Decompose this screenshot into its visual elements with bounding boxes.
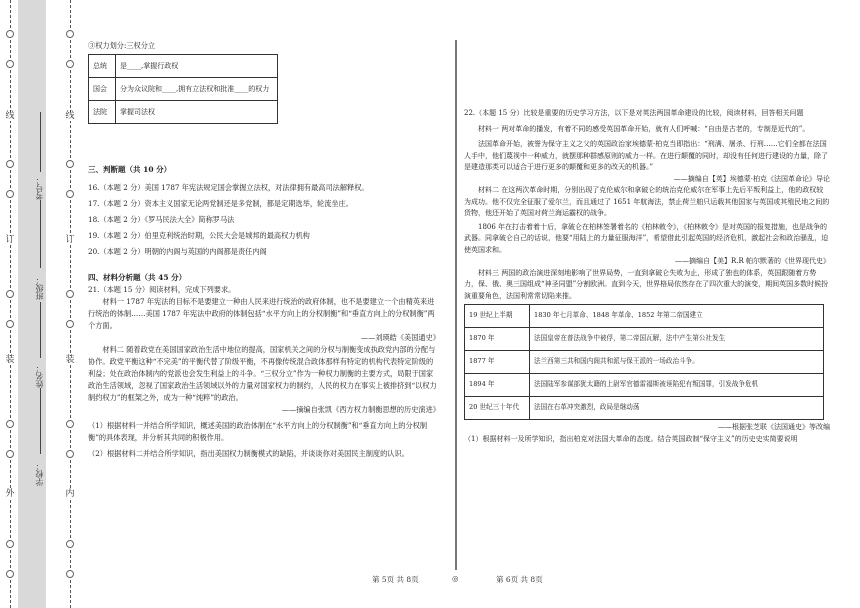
history-events-table — [464, 304, 824, 420]
binding-hole-circle — [6, 30, 14, 38]
school-label: 学校： — [35, 462, 44, 486]
binding-hole-circle — [66, 420, 74, 428]
binding-char-wai: 外 — [5, 489, 15, 499]
q22-requirement-1: （1）根据材料一及所学知识，指出柏克对法国大革命的态度。结合英国政制“保守主义”的历史史实简要说明 — [464, 434, 798, 443]
binding-hole-circle — [6, 420, 14, 428]
left-page — [88, 40, 440, 460]
table-row — [465, 397, 824, 420]
table-cell: 法国皇帝在普法战争中被俘，第二帝国瓦解，法中产生第公社发生 — [530, 328, 824, 351]
judgment-item: 16.（本题 2 分）美国 1787 年宪法规定国会掌握立法权，对法律拥有最高司法解释权。 — [88, 183, 369, 192]
binding-hole-circle — [6, 60, 14, 68]
q22-material-three: 材料三 两国的政治演进深刻地影响了世界局势，一直到拿破仑失败为止，形成了独也的体系，英国跟随着方势力，保、俄、奥三国组成“神圣同盟”分割欧洲。直到今天，世界格局依然存在了四次重大的演变，期间英国多数时候扮演重要角色，法国利常常切陷来推。 — [464, 268, 829, 300]
right-page — [464, 108, 830, 445]
binding-hole-circle — [6, 570, 14, 578]
q22-material-two-cont: 1806 年在打击着着十后，拿破仑在柏林签署着名的《柏林敕令》，《柏林敕令》是对英国的报复措施，也是战争的武器。同拿破仑自己的话说，他要“用陆上的力量征服海洋”，希望借此引起英国的经济危机，激起社会和政治骚乱，迫使英国求和。 — [464, 222, 829, 254]
binding-hole-circle — [66, 60, 74, 68]
q22-material-one-source: ——摘编自【英】埃德蒙·柏克《法国革命论》导论 — [673, 174, 830, 183]
q22-material-one: 材料一 两对革命的播发，有着不同的感受英国革命开始，就有人们呼喊：“自由是古老的，专制是近代的”。 — [478, 124, 810, 133]
table-cell: 1877 年 — [465, 351, 530, 374]
q21-requirement-2: （2）根据材料二并结合所学知识，指出美国权力制衡模式的缺陷，并谈谈你对美国民主制度的认识。 — [88, 449, 409, 458]
binding-margin — [0, 0, 84, 608]
table-row — [465, 374, 824, 397]
binding-hole-circle — [66, 30, 74, 38]
right-page-number: 第 6页 共 8页 — [496, 575, 543, 584]
center-mark: ◎ — [452, 574, 459, 583]
binding-hole-circle — [6, 320, 14, 328]
inner-dashed-line — [70, 0, 71, 608]
binding-hole-circle — [6, 160, 14, 168]
section3-title: 三、判断题（共 10 分） — [88, 165, 172, 174]
table-cell: 法院 — [89, 101, 116, 124]
judgment-item: 19.（本题 2 分）伯里克利统治时期，公民大会是城邦的最高权力机构 — [88, 231, 310, 240]
page-divider — [455, 40, 457, 570]
binding-hole-circle — [66, 450, 74, 458]
q21-requirement-1: （1）根据材料一并结合所学知识，概述美国的政治体制在“水平方向上的分权制衡”和“垂直方向上的分权制衡”的具体表现，并分析其共同的积极作用。 — [88, 421, 428, 442]
table-cell: 国会 — [89, 78, 116, 101]
table-cell: 法国陆军参谋部犹太籍的上尉军官德雷福斯被诬陷犯有叛国罪，引发战争危机 — [530, 374, 824, 397]
binding-hole-circle — [66, 570, 74, 578]
binding-hole-circle — [66, 190, 74, 198]
table-cell: 是____,掌握行政权 — [116, 55, 278, 78]
table-cell: 法国在右革冲突激烈，政局是继动荡 — [530, 397, 824, 420]
table-cell: 1830 年七月革命、1848 年革命、1852 年第二帝国建立 — [530, 305, 824, 328]
q21-material-two: 材料二 随着政党在美国国家政治生活中地位的提高，国家机关之间的分权与制衡变成执政党内部的分配与协作。政党平衡这种“不完美”的平衡代替了阶级平衡，不再像传统混合政体那样有特定的机构代表特定阶级的利益；处在政治体制内的党派也会发生利益上的斗争。“三权分立”作为一种权力制衡的主要方式，局限于国家政治生活领域，忽视了国家政治生活领域以外的力量对国家权力的制约，人民的权力在事实上被排挤到“以权力制约权力”的框架之外，成为一种“纯粹”的政治。 — [88, 345, 437, 402]
table-row — [465, 305, 824, 328]
q22-material-two-source: ——摘编自【美】R.R 帕尔默著的《世界现代史》 — [675, 257, 830, 265]
binding-hole-circle — [6, 290, 14, 298]
binding-gray-strip — [18, 0, 46, 608]
table-row — [465, 328, 824, 351]
table-row — [89, 55, 278, 78]
q22-material-two: 材料二 在这两次革命时期，分别出现了克伦威尔和拿破仑的统治克伦威尔在军事上先后平叛利益上，他的政权较为成功。他不仅完全征服了爱尔兰，而且通过了 1651 年航海法，禁止荷兰舶只运载其他国家与英国或其殖民地之间的货物，他还开始了英国对荷兰海运霸权的战争。 — [464, 186, 830, 217]
table-row — [89, 101, 278, 124]
binding-hole-circle — [66, 540, 74, 548]
q22-title: 22.（本题 15 分）比较是重要的历史学习方法，以下是对英法两国革命建设的比较，阅读材料，回答相关问题 — [464, 109, 804, 117]
class-label: 班级： — [35, 276, 44, 300]
binding-hole-circle — [66, 290, 74, 298]
left-page-number: 第 5页 共 8页 — [372, 575, 419, 584]
name-blank-line — [40, 302, 41, 358]
table-cell: 掌握司法权 — [116, 101, 278, 124]
q22-material-one-cont: 法国革命开始，被誉为保守主义之父的英国政治家埃德蒙·柏克当即指出：“刑满、屠杀、行刑……它们全都在法国人手中，他们蔑视中一种威力，就摆那种群感原则的威力一样。在进行颠覆的同时，却没有任何进行建设的力量，除了是建造那类可以适合于进行更多的颠覆和更多的改天的机器。” — [464, 140, 828, 171]
table-cell: 1870 年 — [465, 328, 530, 351]
binding-char-zhuang-inner: 装 — [65, 355, 75, 365]
q21-material-one: 材料一 1787 年宪法的目标不是要建立一种由人民来进行统治的政府体制，也不是要建立一个由精英来进行统治的体制……美国 1787 年宪法中政府的体制包括“水平方向上的分权制衡”和“垂直方向上的分权制衡”两个方面。 — [88, 297, 435, 330]
table-row — [89, 78, 278, 101]
table-cell: 分为众议院和____,拥有立法权和批准____的权力 — [116, 78, 278, 101]
outer-dashed-line — [10, 0, 11, 608]
binding-char-xian: 线 — [5, 111, 15, 121]
name-label: 姓名： — [35, 364, 44, 388]
powers-title: ③权力划分:三权分立 — [88, 41, 156, 50]
judgment-item: 20.（本题 2 分）明朝的内阁与英国的内阁都是责任内阁 — [88, 247, 267, 256]
table-row — [465, 351, 824, 374]
school-blank-line — [40, 388, 41, 454]
judgment-item: 18.（本题 2 分）《罗马民法大全》简称罗马法 — [88, 215, 235, 224]
section4-title: 四、材料分析题（共 45 分） — [88, 273, 187, 282]
binding-hole-circle — [66, 160, 74, 168]
binding-char-nei: 内 — [65, 489, 75, 499]
binding-hole-circle — [66, 320, 74, 328]
binding-hole-circle — [6, 190, 14, 198]
powers-table — [88, 54, 278, 124]
table-cell: 19 世纪上半期 — [465, 305, 530, 328]
table-cell: 总统 — [89, 55, 116, 78]
exam-number-blank-line — [40, 112, 41, 172]
binding-hole-circle — [6, 540, 14, 548]
exam-number-label: 考号： — [35, 176, 44, 200]
q21-title: 21.（本题 15 分）阅读材料，完成下列要求。 — [88, 285, 236, 294]
binding-hole-circle — [6, 450, 14, 458]
table-cell: 1894 年 — [465, 374, 530, 397]
binding-char-ding-inner: 订 — [65, 235, 75, 245]
q21-material-two-source: ——摘编自张凯《西方权力制衡思想的历史演进》 — [281, 405, 440, 414]
table-cell: 法兰西第三共和国内阁共和派与保王派的一场政治斗争。 — [530, 351, 824, 374]
q22-material-three-source: ——根据张芝联《法国通史》等改编 — [718, 423, 830, 431]
class-blank-line — [40, 200, 41, 268]
q21-material-one-source: ——刘瑛皓《美国通史》 — [360, 333, 440, 342]
binding-char-xian-inner: 线 — [65, 111, 75, 121]
binding-char-zhuang: 装 — [5, 355, 15, 365]
judgment-item: 17.（本题 2 分）资本主义国家无论两党制还是多党制，都是定期选举，轮流坐庄。 — [88, 199, 353, 208]
table-cell: 20 世纪三十年代 — [465, 397, 530, 420]
binding-char-ding: 订 — [5, 235, 15, 245]
